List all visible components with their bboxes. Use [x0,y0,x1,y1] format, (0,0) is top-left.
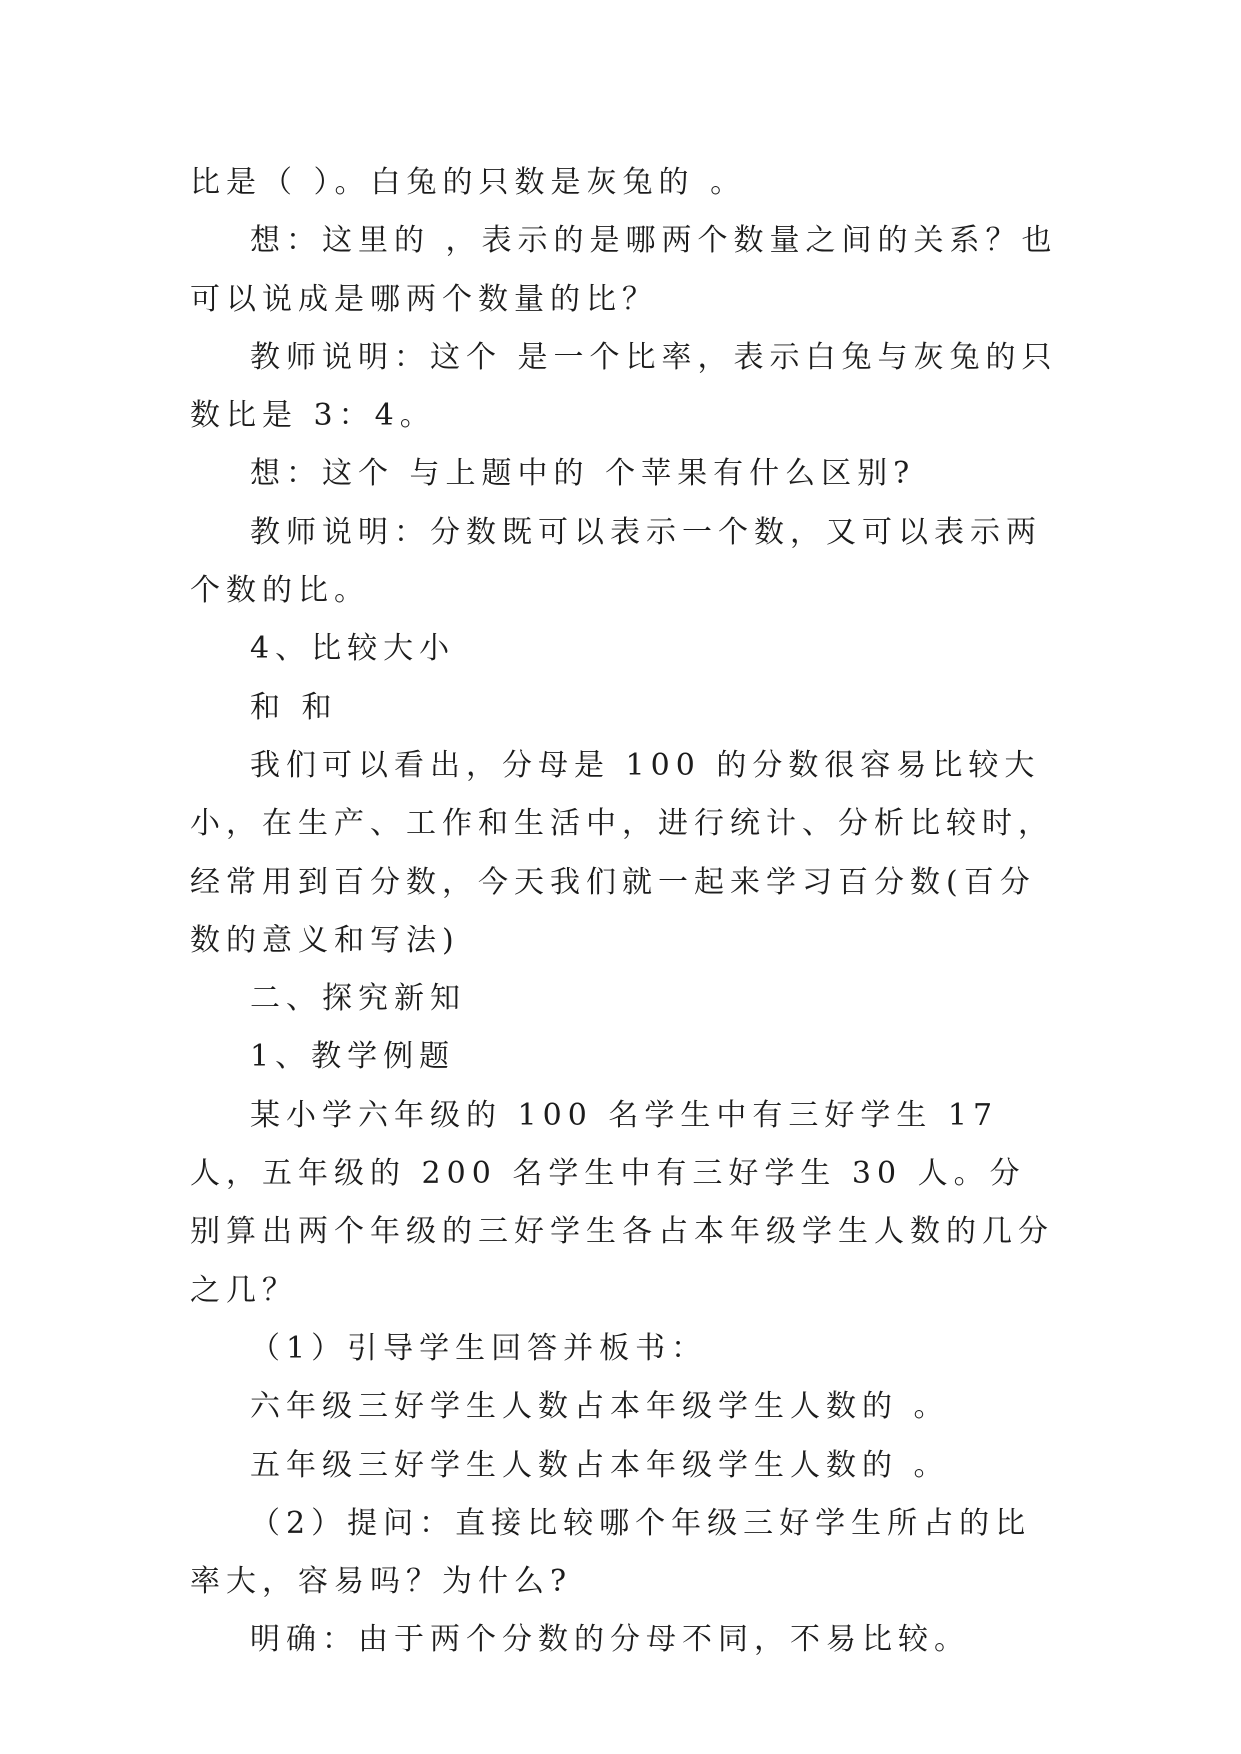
paragraph: 想：这个 与上题中的 个苹果有什么区别? [250,456,916,492]
paragraph: 五年级三好学生人数占本年级学生人数的 。 [250,1447,950,1483]
paragraph: 想：这里的 ，表示的是哪两个数量之间的关系？也可以说成是哪两个数量的比？ [190,223,1058,317]
paragraph: （2）提问：直接比较哪个年级三好学生所占的比率大，容易吗？为什么? [190,1505,1032,1600]
paragraph: 教师说明：分数既可以表示一个数，又可以表示两个数的比。 [190,514,1042,609]
paragraph: 明确：由于两个分数的分母不同，不易比较。 [250,1622,970,1658]
paragraph: 比是（ ）。白兔的只数是灰兔的 。 [190,165,747,200]
paragraph: 我们可以看出，分母是 100 的分数很容易比较大小，在生产、工作和生活中，进行统计、分析比较时，经常用到百分数，今天我们就一起来学习百分数(百分数的意义和写法) [190,747,1054,958]
section-heading: 1、教学例题 [250,1039,456,1075]
paragraph: （1）引导学生回答并板书： [250,1330,708,1366]
paragraph: 某小学六年级的 100 名学生中有三好学生 17 人，五年级的 200 名学生中有三好学生 30 人。分别算出两个年级的三好学生各占本年级学生人数的几分之几？ [190,1097,1054,1308]
paragraph: 教师说明：这个 是一个比率，表示白兔与灰兔的只数比是 3：4。 [190,339,1058,434]
section-heading: 4、比较大小 [250,631,456,667]
paragraph: 六年级三好学生人数占本年级学生人数的 。 [250,1389,950,1425]
section-heading: 二、探究新知 [250,981,466,1017]
paragraph: 和 和 [250,689,338,725]
document-page [190,154,1060,1670]
